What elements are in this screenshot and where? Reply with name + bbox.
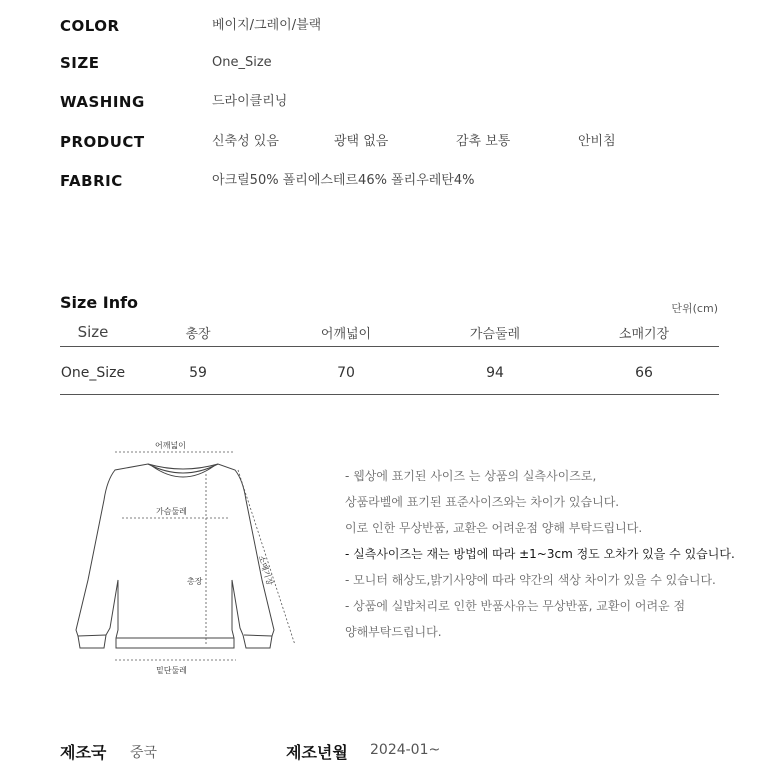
note-line: 양해부탁드립니다. (345, 625, 442, 639)
note-line-emphasis: - 실측사이즈는 재는 방법에 따라 ±1~3cm 정도 오차가 있을 수 있습니다. (345, 547, 735, 561)
spec-value: 베이지/그레이/블랙 (212, 18, 322, 33)
spec-value: 안비침 (578, 134, 616, 149)
diagram-label-chest: 가슴둘레 (156, 507, 187, 516)
sweater-outline-icon (60, 430, 320, 680)
table-cell: 59 (189, 365, 207, 381)
spec-key: PRODUCT (60, 133, 145, 151)
diagram-label-hem: 밑단둘레 (156, 666, 187, 675)
note-line: 이로 인한 무상반품, 교환은 어려운점 양해 부탁드립니다. (345, 521, 643, 535)
footer-info (60, 740, 740, 766)
country-value: 중국 (130, 745, 158, 761)
note-line: - 모니터 해상도,밝기사양에 따라 약간의 색상 차이가 있을 수 있습니다. (345, 573, 716, 587)
table-header: Size (77, 323, 109, 341)
spec-key: SIZE (60, 54, 100, 72)
manufacture-date-value: 2024-01~ (370, 742, 441, 758)
spec-key: FABRIC (60, 172, 123, 190)
table-header: 소매기장 (618, 327, 670, 342)
spec-value: 아크릴50% 폴리에스테르46% 폴리우레탄4% (212, 173, 475, 188)
manufacture-date-label: 제조년월 (286, 743, 348, 762)
spec-row-product (60, 130, 740, 154)
spec-value: 드라이클리닝 (212, 94, 288, 109)
spec-row-fabric (60, 169, 740, 193)
spec-row-washing (60, 90, 740, 114)
spec-key: COLOR (60, 17, 120, 35)
spec-value: One_Size (212, 55, 272, 70)
diagram-label-sleeve: 소매기장 (256, 554, 275, 587)
spec-row-color (60, 14, 740, 38)
spec-value: 신축성 있음 (212, 134, 279, 149)
country-label: 제조국 (60, 743, 107, 762)
diagram-label-shoulder: 어깨넓이 (155, 441, 186, 450)
table-cell: 66 (635, 365, 653, 381)
size-info-title: Size Info (60, 293, 139, 312)
table-header: 어깨넓이 (320, 327, 372, 342)
unit-label: 단위(cm) (671, 302, 718, 315)
table-cell: One_Size (60, 365, 126, 381)
table-divider (60, 346, 719, 347)
spec-key: WASHING (60, 93, 145, 111)
diagram-label-length: 총장 (187, 577, 203, 586)
spec-row-size (60, 51, 740, 75)
table-cell: 94 (486, 365, 504, 381)
note-line: 상품라벨에 표기된 표준사이즈와는 차이가 있습니다. (345, 495, 620, 509)
table-header: 가슴둘레 (469, 327, 521, 342)
spec-value: 감촉 보통 (456, 134, 511, 149)
table-cell: 70 (337, 365, 355, 381)
table-header: 총장 (185, 327, 211, 342)
note-line: - 웹상에 표기된 사이즈 는 상품의 실측사이즈로, (345, 469, 597, 483)
note-line: - 상품에 실밥처리로 인한 반품사유는 무상반품, 교환이 어려운 점 (345, 599, 686, 613)
table-divider (60, 394, 719, 395)
spec-value: 광택 없음 (334, 134, 389, 149)
garment-diagram (60, 430, 320, 680)
